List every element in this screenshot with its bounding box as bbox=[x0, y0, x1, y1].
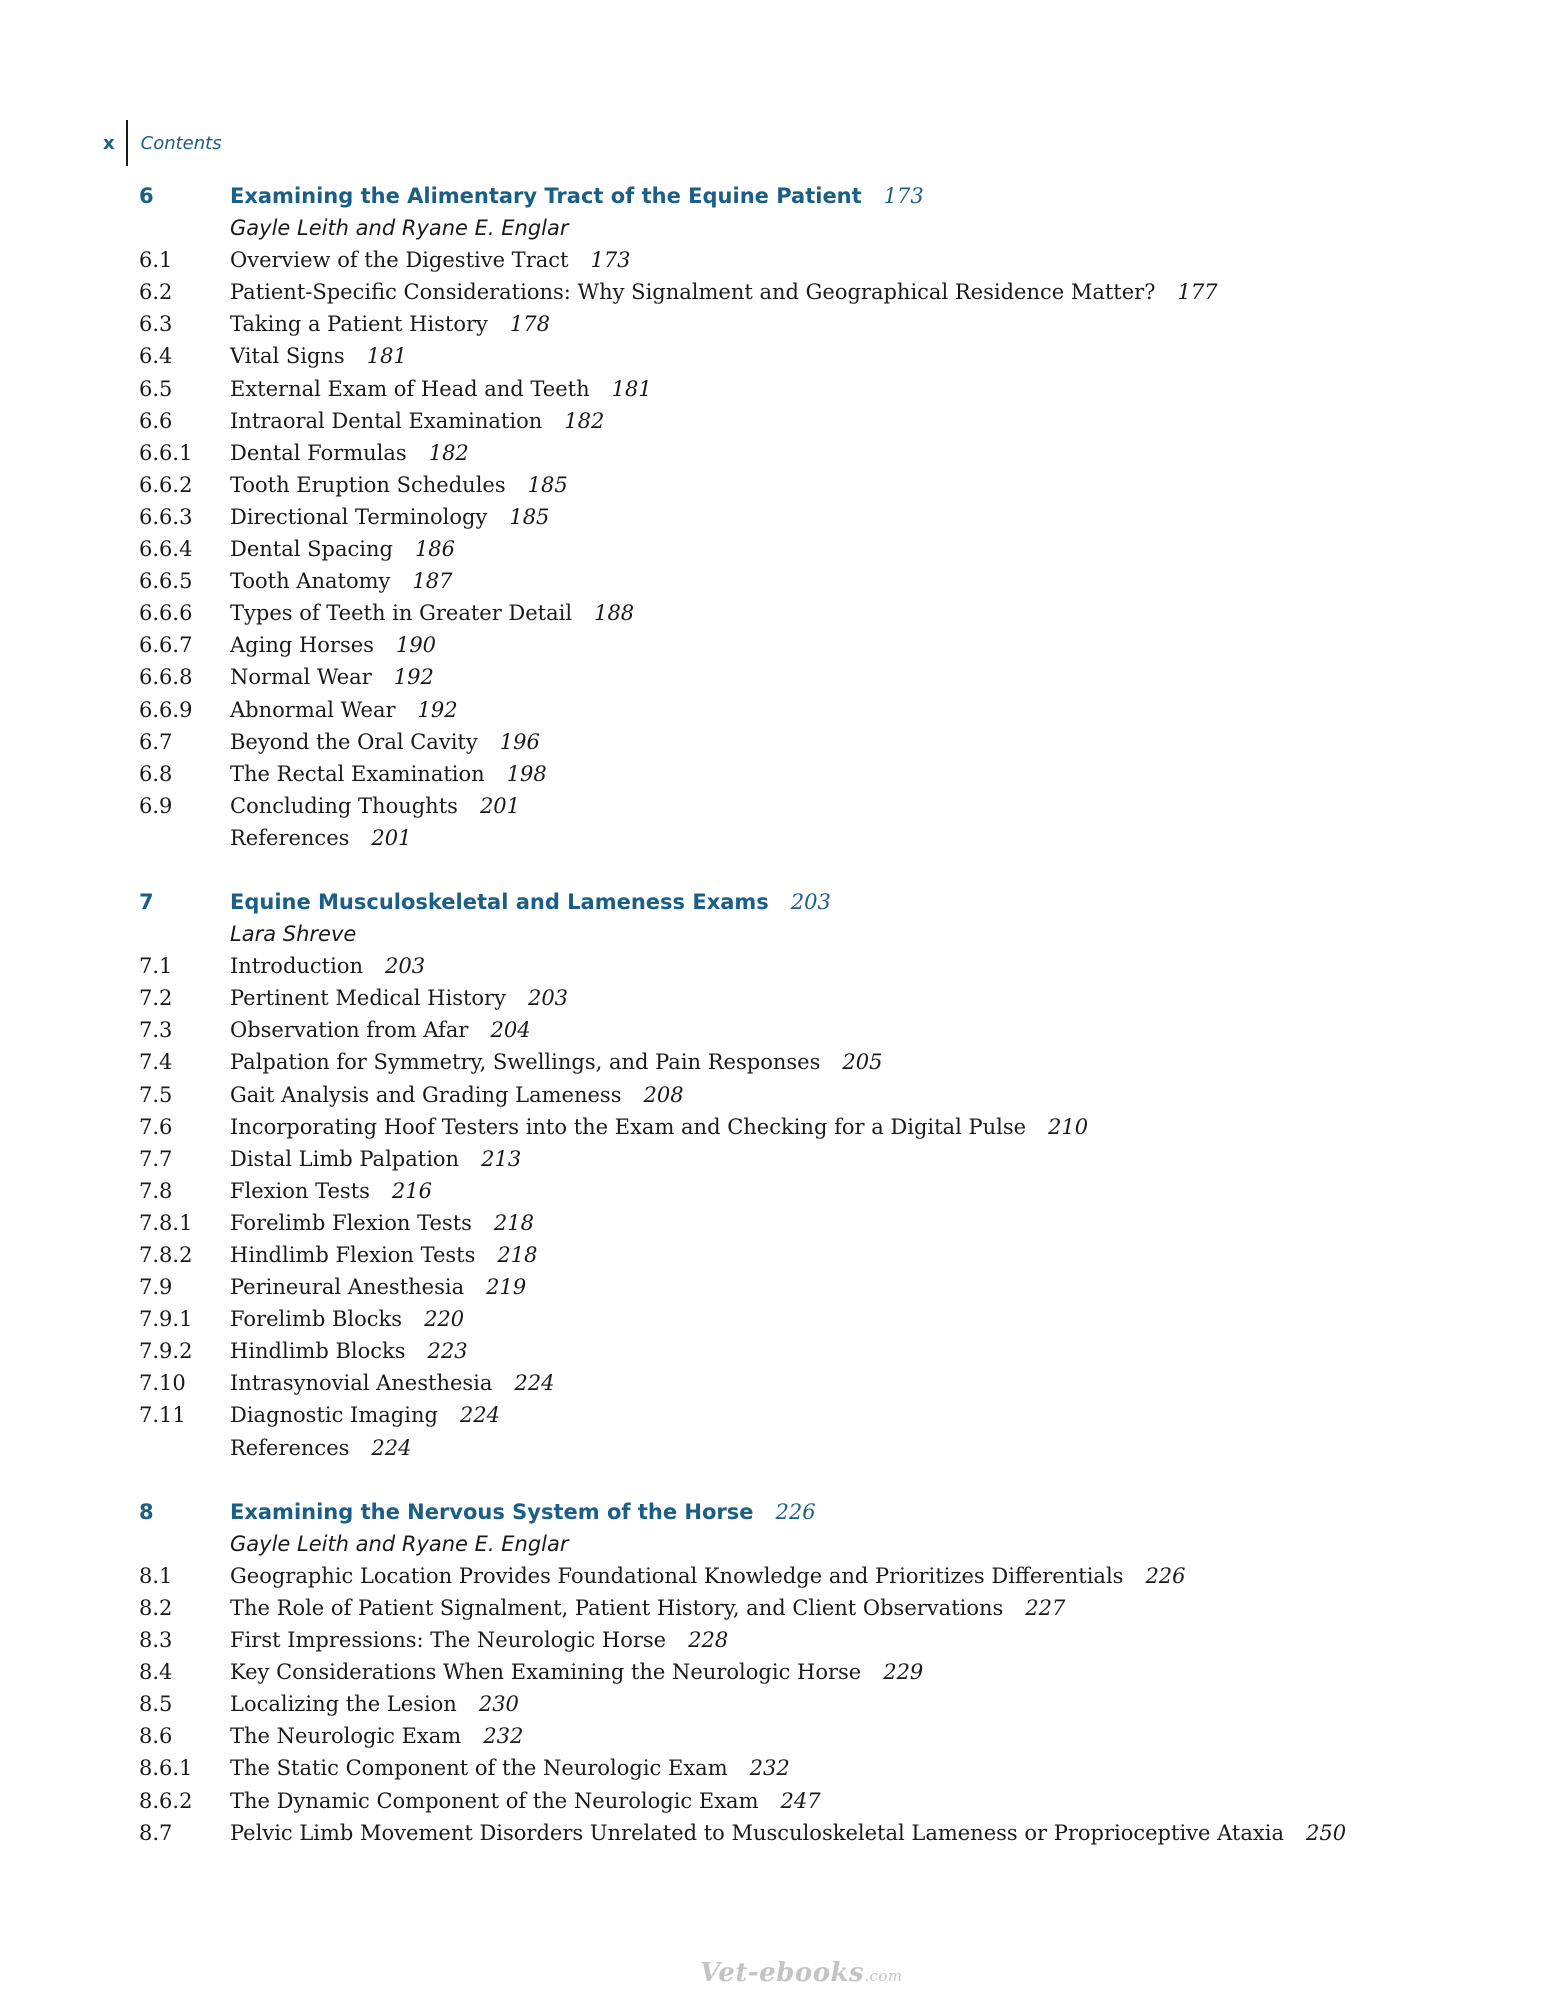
section-page-number: 219 bbox=[486, 1275, 527, 1300]
chapter-number: 7 bbox=[139, 889, 154, 914]
toc-entry[interactable] bbox=[0, 982, 1565, 1014]
section-line bbox=[230, 1239, 537, 1271]
section-page-number: 177 bbox=[1177, 280, 1218, 305]
toc-entry[interactable] bbox=[0, 244, 1565, 276]
section-title: Observation from Afar bbox=[230, 1018, 469, 1043]
chapter-authors-row bbox=[0, 212, 1565, 244]
toc-entry[interactable] bbox=[0, 1207, 1565, 1239]
chapter-authors: Gayle Leith and Ryane E. Englar bbox=[230, 216, 569, 241]
section-line bbox=[230, 1817, 1346, 1849]
chapter-page-number: 226 bbox=[775, 1499, 816, 1524]
chapter-heading[interactable] bbox=[0, 886, 1565, 918]
section-number: 7.7 bbox=[139, 1146, 173, 1171]
section-line bbox=[230, 1592, 1065, 1624]
section-number: 6.6.6 bbox=[139, 601, 193, 626]
section-title: Intrasynovial Anesthesia bbox=[230, 1371, 493, 1396]
toc-entry[interactable] bbox=[0, 1367, 1565, 1399]
section-title: Vital Signs bbox=[230, 344, 345, 369]
section-title: Dental Formulas bbox=[230, 440, 407, 465]
section-title: Intraoral Dental Examination bbox=[230, 408, 543, 433]
section-title: Hindlimb Flexion Tests bbox=[230, 1243, 476, 1267]
section-page-number: 205 bbox=[842, 1050, 883, 1075]
section-page-number: 203 bbox=[385, 954, 426, 979]
section-title: Types of Teeth in Greater Detail bbox=[230, 601, 573, 626]
section-number: 7.9.1 bbox=[139, 1307, 193, 1332]
section-page-number: 229 bbox=[883, 1660, 924, 1685]
section-number: 6.6.1 bbox=[139, 440, 193, 465]
section-page-number: 201 bbox=[479, 793, 521, 818]
section-number: 7.3 bbox=[139, 1018, 173, 1043]
toc-entry[interactable] bbox=[0, 1303, 1565, 1335]
section-page-number: 250 bbox=[1305, 1820, 1347, 1845]
toc-entry[interactable] bbox=[0, 533, 1565, 565]
toc-entry[interactable] bbox=[0, 1239, 1565, 1271]
section-title: Pelvic Limb Movement Disorders Unrelated to Musculoskeletal Lameness or Proprioceptive Ataxia bbox=[230, 1820, 1284, 1845]
chapter-page-number: 173 bbox=[883, 184, 924, 208]
section-title: Forelimb Blocks bbox=[230, 1307, 403, 1332]
section-line bbox=[230, 1560, 1186, 1592]
section-line bbox=[230, 565, 452, 597]
section-page-number: 224 bbox=[514, 1371, 555, 1396]
section-line bbox=[230, 822, 412, 854]
section-line bbox=[230, 1432, 412, 1464]
section-line bbox=[230, 276, 1218, 308]
section-title: Beyond the Oral Cavity bbox=[230, 729, 478, 754]
toc-entry[interactable] bbox=[0, 501, 1565, 533]
section-line bbox=[230, 1367, 555, 1399]
toc-entry[interactable] bbox=[0, 1046, 1565, 1078]
chapter-block bbox=[0, 1496, 1565, 1849]
section-title: Distal Limb Palpation bbox=[230, 1146, 460, 1171]
section-title: References bbox=[230, 1435, 350, 1460]
section-page-number: 218 bbox=[493, 1210, 535, 1235]
section-number: 6.8 bbox=[139, 761, 173, 786]
watermark-suffix: .com bbox=[864, 1967, 903, 1985]
toc-entry[interactable] bbox=[0, 661, 1565, 693]
toc-entry[interactable] bbox=[0, 1143, 1565, 1175]
section-number: 6.7 bbox=[139, 729, 173, 754]
section-number: 8.6.2 bbox=[139, 1788, 193, 1813]
section-number: 6.6.9 bbox=[139, 697, 193, 722]
toc-entry[interactable] bbox=[0, 1688, 1565, 1720]
section-page-number: 208 bbox=[643, 1082, 684, 1107]
toc-entry[interactable] bbox=[0, 308, 1565, 340]
section-page-number: 232 bbox=[483, 1724, 524, 1749]
section-number: 6.6.5 bbox=[139, 569, 193, 594]
section-line bbox=[230, 469, 568, 501]
section-page-number: 196 bbox=[499, 729, 540, 754]
section-line bbox=[230, 694, 458, 726]
section-number: 6.6.3 bbox=[139, 504, 193, 529]
section-page-number: 223 bbox=[427, 1339, 468, 1364]
section-title: Directional Terminology bbox=[230, 504, 488, 529]
toc-entry[interactable] bbox=[0, 1817, 1565, 1849]
section-title: Tooth Anatomy bbox=[230, 569, 391, 594]
section-number: 8.6.1 bbox=[139, 1756, 193, 1781]
section-number: 8.4 bbox=[139, 1660, 173, 1685]
section-line bbox=[230, 1335, 468, 1367]
toc-entry[interactable] bbox=[0, 1752, 1565, 1784]
section-title: Key Considerations When Examining the Neurologic Horse bbox=[230, 1660, 862, 1685]
section-line bbox=[230, 1079, 684, 1111]
section-line bbox=[230, 1720, 523, 1752]
section-page-number: 187 bbox=[412, 569, 453, 594]
section-number: 7.1 bbox=[139, 954, 173, 979]
toc-entry[interactable] bbox=[0, 1624, 1565, 1656]
section-number: 8.3 bbox=[139, 1628, 173, 1653]
toc-entry[interactable] bbox=[0, 1014, 1565, 1046]
toc-entry[interactable] bbox=[0, 340, 1565, 372]
section-title: Palpation for Symmetry, Swellings, and Pain Responses bbox=[230, 1050, 821, 1075]
section-title: Overview of the Digestive Tract bbox=[230, 248, 569, 273]
section-line bbox=[230, 308, 550, 340]
section-title: Flexion Tests bbox=[230, 1178, 370, 1203]
toc-entry[interactable] bbox=[0, 1271, 1565, 1303]
section-line bbox=[230, 982, 568, 1014]
section-line bbox=[230, 1143, 521, 1175]
section-title: Forelimb Flexion Tests bbox=[230, 1210, 472, 1235]
section-page-number: 178 bbox=[509, 312, 550, 337]
toc-entry[interactable] bbox=[0, 565, 1565, 597]
chapter-heading[interactable] bbox=[0, 180, 1565, 212]
toc-entry[interactable] bbox=[0, 405, 1565, 437]
chapter-title: Equine Musculoskeletal and Lameness Exams bbox=[230, 889, 769, 914]
section-line bbox=[230, 1688, 519, 1720]
toc-entry[interactable] bbox=[0, 1175, 1565, 1207]
section-number: 7.8.1 bbox=[139, 1210, 193, 1235]
toc-entry[interactable] bbox=[0, 1399, 1565, 1431]
section-page-number: 198 bbox=[506, 761, 547, 786]
section-page-number: 213 bbox=[481, 1146, 522, 1171]
toc-entry[interactable] bbox=[0, 1720, 1565, 1752]
toc-entry[interactable] bbox=[0, 437, 1565, 469]
section-line bbox=[230, 533, 455, 565]
section-title: Taking a Patient History bbox=[230, 312, 488, 337]
section-title: The Rectal Examination bbox=[230, 761, 485, 786]
toc-entry[interactable] bbox=[0, 694, 1565, 726]
toc-entry[interactable] bbox=[0, 1111, 1565, 1143]
section-line bbox=[230, 1656, 923, 1688]
section-number: 8.5 bbox=[139, 1692, 173, 1717]
running-head-title: Contents bbox=[140, 132, 222, 154]
chapter-heading[interactable] bbox=[0, 1496, 1565, 1528]
section-page-number: 185 bbox=[527, 472, 568, 497]
section-number: 8.1 bbox=[139, 1563, 173, 1588]
chapter-block bbox=[0, 180, 1565, 854]
watermark-main: Vet-ebooks bbox=[700, 1958, 865, 1988]
section-line bbox=[230, 1303, 464, 1335]
section-title: External Exam of Head and Teeth bbox=[230, 376, 590, 401]
toc-entry[interactable] bbox=[0, 1560, 1565, 1592]
section-line bbox=[230, 1785, 821, 1817]
toc-entry[interactable] bbox=[0, 1656, 1565, 1688]
section-page-number: 186 bbox=[414, 537, 456, 562]
toc-entry[interactable] bbox=[0, 373, 1565, 405]
section-line bbox=[230, 1399, 500, 1431]
section-number: 7.2 bbox=[139, 986, 173, 1011]
watermark-logo bbox=[700, 1958, 903, 1988]
section-page-number: 226 bbox=[1145, 1563, 1186, 1588]
section-page-number: 182 bbox=[564, 408, 605, 433]
section-line bbox=[230, 340, 407, 372]
section-title: Hindlimb Blocks bbox=[230, 1339, 406, 1364]
section-title: Perineural Anesthesia bbox=[230, 1275, 465, 1300]
toc-entry[interactable] bbox=[0, 758, 1565, 790]
section-page-number: 204 bbox=[490, 1018, 531, 1043]
section-number: 7.11 bbox=[139, 1403, 186, 1428]
section-title: Introduction bbox=[230, 954, 363, 979]
section-title: The Role of Patient Signalment, Patient History, and Client Observations bbox=[230, 1595, 1004, 1620]
chapter-page-number: 203 bbox=[790, 889, 831, 914]
section-line bbox=[230, 1624, 728, 1656]
chapter-authors: Lara Shreve bbox=[230, 922, 357, 947]
section-number: 6.6.8 bbox=[139, 665, 193, 690]
section-page-number: 228 bbox=[688, 1628, 729, 1653]
chapter-title: Examining the Alimentary Tract of the Equine Patient bbox=[230, 184, 862, 208]
section-line bbox=[230, 950, 425, 982]
toc-entry[interactable] bbox=[0, 726, 1565, 758]
toc-entry[interactable] bbox=[0, 469, 1565, 501]
toc-entry[interactable] bbox=[0, 822, 1565, 854]
section-number: 7.8 bbox=[139, 1178, 173, 1203]
toc-entry[interactable] bbox=[0, 1785, 1565, 1817]
section-number: 6.2 bbox=[139, 280, 173, 305]
toc-entry[interactable] bbox=[0, 629, 1565, 661]
chapter-title-line bbox=[230, 180, 924, 212]
section-page-number: 230 bbox=[478, 1692, 519, 1717]
toc-entry[interactable] bbox=[0, 597, 1565, 629]
section-title: The Dynamic Component of the Neurologic Exam bbox=[230, 1788, 759, 1813]
section-page-number: 224 bbox=[459, 1403, 501, 1428]
chapter-authors-row bbox=[0, 1528, 1565, 1560]
section-page-number: 201 bbox=[371, 825, 412, 850]
section-title: References bbox=[230, 825, 350, 850]
section-line bbox=[230, 790, 520, 822]
toc-entry[interactable] bbox=[0, 950, 1565, 982]
section-line bbox=[230, 244, 631, 276]
section-number: 7.9 bbox=[139, 1275, 173, 1300]
toc-entry[interactable] bbox=[0, 1592, 1565, 1624]
section-title: Localizing the Lesion bbox=[230, 1692, 457, 1717]
toc-entry[interactable] bbox=[0, 1079, 1565, 1111]
section-number: 6.6.7 bbox=[139, 633, 193, 658]
section-page-number: 227 bbox=[1025, 1595, 1066, 1620]
section-page-number: 218 bbox=[497, 1243, 538, 1267]
section-title: Diagnostic Imaging bbox=[230, 1403, 438, 1428]
section-number: 7.8.2 bbox=[139, 1243, 193, 1267]
section-number: 6.5 bbox=[139, 376, 173, 401]
section-page-number: 216 bbox=[391, 1178, 433, 1203]
section-page-number: 224 bbox=[371, 1435, 412, 1460]
section-number: 7.9.2 bbox=[139, 1339, 193, 1364]
section-line bbox=[230, 405, 604, 437]
toc-entry[interactable] bbox=[0, 276, 1565, 308]
section-line bbox=[230, 501, 549, 533]
section-line bbox=[230, 661, 434, 693]
section-title: Pertinent Medical History bbox=[230, 986, 506, 1011]
chapter-authors-row bbox=[0, 918, 1565, 950]
chapter-title-line bbox=[230, 1496, 816, 1528]
section-line bbox=[230, 629, 436, 661]
toc-entry[interactable] bbox=[0, 1335, 1565, 1367]
section-page-number: 210 bbox=[1048, 1114, 1089, 1139]
section-title: Tooth Eruption Schedules bbox=[230, 472, 506, 497]
section-page-number: 188 bbox=[594, 601, 635, 626]
section-number: 8.6 bbox=[139, 1724, 173, 1749]
section-title: The Static Component of the Neurologic Exam bbox=[230, 1756, 728, 1781]
section-line bbox=[230, 1207, 534, 1239]
section-line bbox=[230, 726, 540, 758]
section-number: 6.4 bbox=[139, 344, 173, 369]
section-title: The Neurologic Exam bbox=[230, 1724, 462, 1749]
section-title: Incorporating Hoof Testers into the Exam and Checking for a Digital Pulse bbox=[230, 1114, 1027, 1139]
section-page-number: 192 bbox=[393, 665, 434, 690]
table-of-contents bbox=[0, 180, 1565, 1881]
section-page-number: 181 bbox=[611, 376, 652, 401]
section-page-number: 173 bbox=[590, 248, 631, 273]
section-number: 8.2 bbox=[139, 1595, 173, 1620]
section-page-number: 232 bbox=[749, 1756, 790, 1781]
section-number: 6.9 bbox=[139, 793, 173, 818]
section-line bbox=[230, 1111, 1088, 1143]
section-title: Gait Analysis and Grading Lameness bbox=[230, 1082, 622, 1107]
section-line bbox=[230, 437, 469, 469]
chapter-block bbox=[0, 886, 1565, 1464]
section-number: 6.6.4 bbox=[139, 537, 193, 562]
section-line bbox=[230, 1752, 790, 1784]
section-page-number: 181 bbox=[366, 344, 407, 369]
section-page-number: 192 bbox=[417, 697, 458, 722]
section-title: Patient-Specific Considerations: Why Signalment and Geographical Residence Matter? bbox=[230, 280, 1156, 305]
section-number: 6.6 bbox=[139, 408, 173, 433]
chapter-authors: Gayle Leith and Ryane E. Englar bbox=[230, 1531, 569, 1556]
section-line bbox=[230, 1175, 432, 1207]
toc-entry[interactable] bbox=[0, 1432, 1565, 1464]
section-title: Normal Wear bbox=[230, 665, 372, 690]
chapter-number: 6 bbox=[139, 184, 154, 208]
section-title: Concluding Thoughts bbox=[230, 793, 458, 818]
section-page-number: 220 bbox=[424, 1307, 465, 1332]
section-number: 6.6.2 bbox=[139, 472, 193, 497]
section-page-number: 203 bbox=[527, 986, 569, 1011]
section-line bbox=[230, 1271, 526, 1303]
section-line bbox=[230, 758, 547, 790]
section-number: 7.5 bbox=[139, 1082, 173, 1107]
section-title: Aging Horses bbox=[230, 633, 374, 658]
toc-entry[interactable] bbox=[0, 790, 1565, 822]
section-number: 8.7 bbox=[139, 1820, 173, 1845]
section-page-number: 247 bbox=[780, 1788, 821, 1813]
section-title: First Impressions: The Neurologic Horse bbox=[230, 1628, 667, 1653]
section-number: 6.3 bbox=[139, 312, 173, 337]
section-title: Abnormal Wear bbox=[230, 697, 396, 722]
section-number: 6.1 bbox=[139, 248, 173, 273]
chapter-title: Examining the Nervous System of the Horse bbox=[230, 1499, 754, 1524]
section-line bbox=[230, 373, 652, 405]
section-page-number: 185 bbox=[509, 504, 550, 529]
page-folio: x bbox=[103, 132, 115, 154]
chapter-number: 8 bbox=[139, 1499, 154, 1524]
section-line bbox=[230, 1046, 882, 1078]
section-title: Dental Spacing bbox=[230, 537, 393, 562]
section-number: 7.4 bbox=[139, 1050, 173, 1075]
section-page-number: 182 bbox=[428, 440, 469, 465]
section-number: 7.10 bbox=[139, 1371, 186, 1396]
section-line bbox=[230, 597, 634, 629]
section-number: 7.6 bbox=[139, 1114, 173, 1139]
section-page-number: 190 bbox=[395, 633, 437, 658]
running-head bbox=[103, 120, 222, 166]
section-title: Geographic Location Provides Foundational Knowledge and Prioritizes Differentials bbox=[230, 1563, 1124, 1588]
section-line bbox=[230, 1014, 531, 1046]
chapter-title-line bbox=[230, 886, 831, 918]
